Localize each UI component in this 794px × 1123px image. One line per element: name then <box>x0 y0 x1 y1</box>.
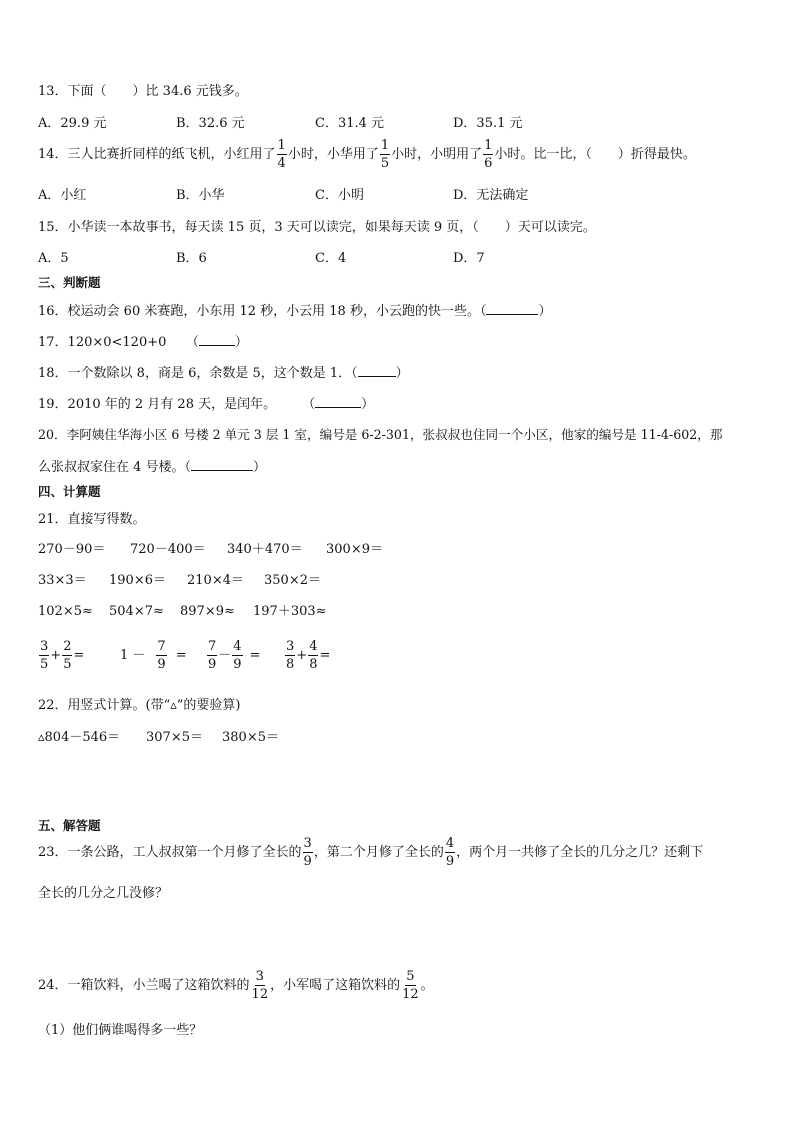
denominator: 4 <box>277 156 286 171</box>
calc-item: 340＋470＝ <box>227 542 303 557</box>
fraction-calc-item <box>284 640 330 671</box>
section-5-heading: 五、解答题 <box>38 818 101 833</box>
q23-text-2: ，第二个月修了全长的 <box>313 845 444 860</box>
q15-option-c: C．4 <box>315 251 347 266</box>
question-17 <box>38 335 248 349</box>
operator: + <box>296 648 308 663</box>
denominator: 9 <box>157 657 166 672</box>
question-18 <box>38 366 409 380</box>
calc-item: 720－400＝ <box>130 542 206 557</box>
answer-blank[interactable] <box>315 397 361 408</box>
q15-option-b: B．6 <box>176 251 207 266</box>
question-23-line-1 <box>38 837 703 868</box>
calc-item: 300×9＝ <box>326 542 383 557</box>
numerator: 5 <box>406 969 415 984</box>
equals: = <box>73 648 85 663</box>
q18-text: 18．一个数除以 8，商是 6，余数是 5，这个数是 1．（ <box>38 366 358 381</box>
question-19 <box>38 397 374 411</box>
question-21-title: 21．直接写得数。 <box>38 512 146 527</box>
fraction-3-9 <box>303 837 313 868</box>
fraction <box>308 640 318 671</box>
equals: = <box>175 648 187 663</box>
numerator: 1 <box>484 138 493 153</box>
numerator: 3 <box>303 836 312 851</box>
q15-option-d: D．7 <box>453 251 485 266</box>
equals: = <box>249 648 261 663</box>
denominator: 9 <box>208 657 217 672</box>
fraction-calc-item <box>206 640 260 671</box>
question-23-line-2: 全长的几分之几没修？ <box>38 886 169 901</box>
fraction <box>156 640 166 671</box>
equals: = <box>319 648 331 663</box>
vertical-calc-item: 307×5＝ <box>146 730 203 745</box>
numerator: 1 <box>277 138 286 153</box>
q14-text-2: 小时，小华用了 <box>287 147 379 162</box>
q24-text-3: 。 <box>420 978 434 993</box>
calc-item: 102×5≈ <box>38 604 93 619</box>
fraction-1-6 <box>483 139 493 170</box>
numerator: 1 <box>380 138 390 153</box>
fraction <box>62 640 72 671</box>
fraction-5-12 <box>401 970 420 1001</box>
calc-item: 197＋303≈ <box>253 604 327 619</box>
denominator: 9 <box>233 657 242 672</box>
q14-option-a: A．小红 <box>38 188 87 203</box>
q23-text-1: 23．一条公路，工人叔叔第一个月修了全长的 <box>38 845 302 860</box>
section-4-heading: 四、计算题 <box>38 484 101 499</box>
question-22-title: 22．用竖式计算。(带“▵”的要验算) <box>38 698 241 713</box>
q14-option-d: D．无法确定 <box>453 188 529 203</box>
q14-option-c: C．小明 <box>315 188 364 203</box>
numerator: 7 <box>208 639 217 654</box>
denominator: 9 <box>303 854 312 869</box>
denominator: 8 <box>309 657 318 672</box>
calc-item: 504×7≈ <box>109 604 164 619</box>
question-15-text: 15．小华读一本故事书，每天读 15 页，3 天可以读完，如果每天读 9 页，（ ）天可以读完。 <box>38 220 596 235</box>
fraction-1-4 <box>277 139 287 170</box>
calc-item: 33×3＝ <box>38 573 87 588</box>
fraction-calc-item <box>120 640 187 671</box>
question-24-sub-1: （1）他们俩谁喝得多一些？ <box>38 1023 203 1038</box>
denominator: 12 <box>402 987 419 1002</box>
question-16 <box>38 304 551 318</box>
q13-option-b: B．32.6 元 <box>176 116 245 131</box>
numerator: 3 <box>286 639 295 654</box>
q14-text-1: 14．三人比赛折同样的纸飞机，小红用了 <box>38 147 276 162</box>
fraction <box>285 640 295 671</box>
fraction <box>207 640 217 671</box>
vertical-calc-item: ▵804－546＝ <box>38 730 121 745</box>
calc-item: 897×9≈ <box>180 604 235 619</box>
answer-blank[interactable] <box>486 304 538 315</box>
close-paren: ） <box>234 335 248 350</box>
denominator: 5 <box>63 657 72 672</box>
calc-item: 270－90＝ <box>38 542 106 557</box>
calc-item: 350×2＝ <box>264 573 321 588</box>
q20-text: 么张叔叔家住在 4 号楼。（ <box>38 460 192 475</box>
question-20-line-1: 20．李阿姨住华海小区 6 号楼 2 单元 3 层 1 室，编号是 6-2-301，张叔叔也住同一个小区，他家的编号是 11-4-602，那 <box>38 427 723 442</box>
q19-text: 19．2010 年的 2 月有 28 天，是闰年。 （ <box>38 397 316 412</box>
q14-text-4: 小时。比一比，（ ）折得最快。 <box>494 147 696 162</box>
fraction-4-9 <box>445 837 455 868</box>
question-13-text: 13．下面（ ）比 34.6 元钱多。 <box>38 84 248 99</box>
close-paren: ） <box>361 397 375 412</box>
calc-item: 190×6＝ <box>109 573 166 588</box>
section-3-heading: 三、判断题 <box>38 275 101 290</box>
question-20-line-2 <box>38 460 266 474</box>
q14-text-3: 小时，小明用了 <box>391 147 483 162</box>
close-paren: ） <box>538 304 552 319</box>
denominator: 6 <box>484 156 493 171</box>
denominator: 9 <box>445 854 455 869</box>
q15-option-a: A．5 <box>38 251 69 266</box>
numerator: 7 <box>157 639 166 654</box>
fraction <box>39 640 49 671</box>
q13-option-a: A．29.9 元 <box>38 116 107 131</box>
denominator: 5 <box>380 156 390 171</box>
fraction <box>232 640 242 671</box>
numerator: 2 <box>63 639 72 654</box>
fraction-3-12 <box>251 970 270 1001</box>
q17-text: 17．120×0<120+0 （ <box>38 335 199 350</box>
q24-text-2: ，小军喝了这箱饮料的 <box>270 978 401 993</box>
q24-text-1: 24．一箱饮料，小兰喝了这箱饮料的 <box>38 978 250 993</box>
fraction-calc-item <box>38 640 84 671</box>
vertical-calc-item: 380×5＝ <box>222 730 279 745</box>
close-paren: ） <box>395 366 409 381</box>
question-24-line-1 <box>38 970 434 1001</box>
numerator: 3 <box>40 639 49 654</box>
numerator: 4 <box>445 836 455 851</box>
numerator: 4 <box>233 639 242 654</box>
q16-text: 16．校运动会 60 米赛跑，小东用 12 秒，小云用 18 秒，小云跑的快一些。（ <box>38 304 487 319</box>
answer-blank[interactable] <box>199 335 235 346</box>
close-paren: ） <box>253 460 267 475</box>
q23-text-3: ，两个月一共修了全长的几分之几？还剩下 <box>456 845 704 860</box>
question-14 <box>38 139 696 170</box>
operator: + <box>50 648 62 663</box>
denominator: 12 <box>251 987 269 1002</box>
answer-blank[interactable] <box>358 366 396 377</box>
q13-option-c: C．31.4 元 <box>315 116 385 131</box>
q14-option-b: B．小华 <box>176 188 225 203</box>
calc-item: 210×4＝ <box>187 573 244 588</box>
denominator: 8 <box>286 657 295 672</box>
denominator: 5 <box>40 657 49 672</box>
numerator: 4 <box>309 639 318 654</box>
operand: 1 － <box>120 648 146 663</box>
fraction-1-5 <box>380 139 390 170</box>
numerator: 3 <box>255 969 264 984</box>
q13-option-d: D．35.1 元 <box>453 116 523 131</box>
operator: － <box>218 648 232 663</box>
answer-blank[interactable] <box>191 460 253 471</box>
